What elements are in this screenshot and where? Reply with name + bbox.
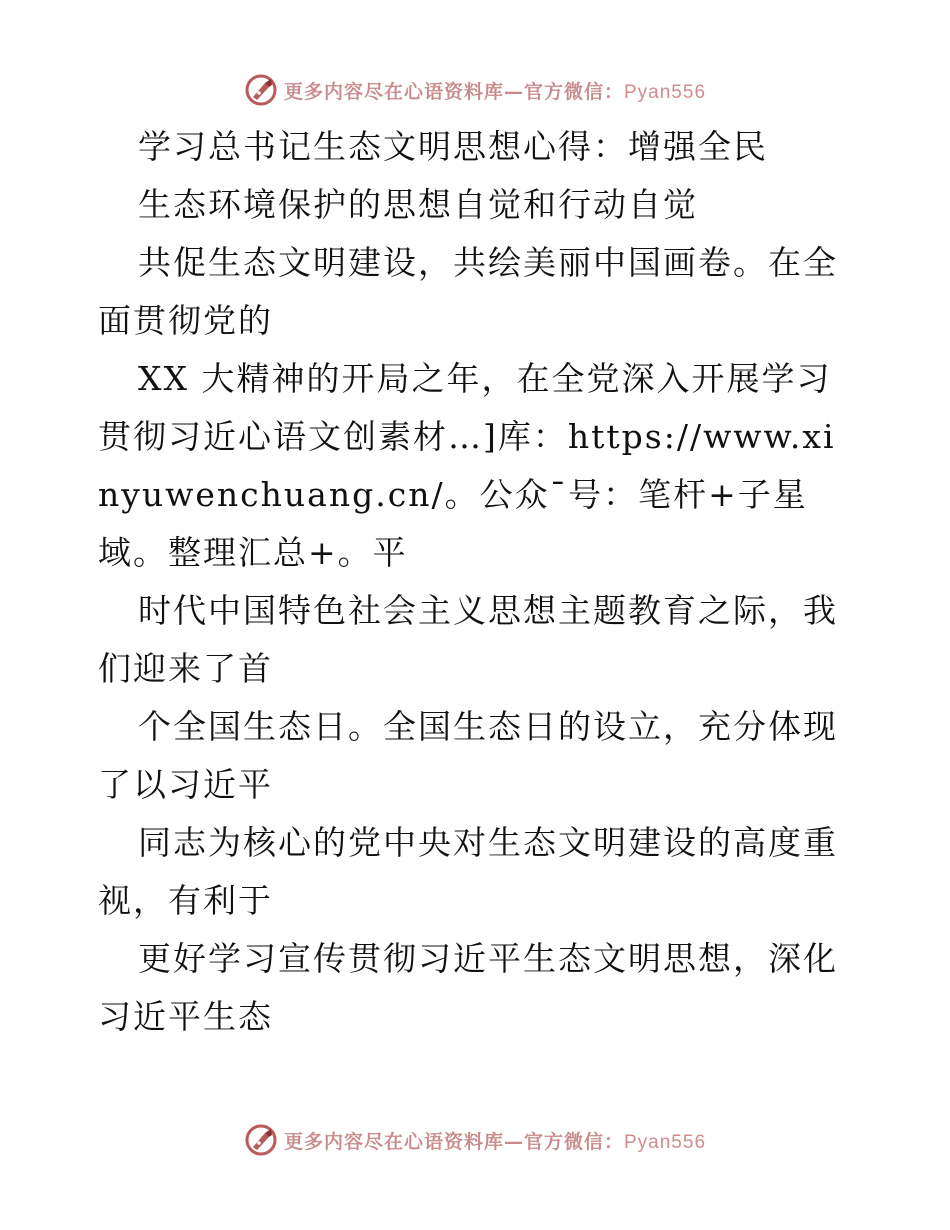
footer-banner-main: 更多内容尽在心语资料库 — [283, 1130, 504, 1153]
pen-nib-logo-icon — [244, 73, 278, 107]
document-paragraph: 个全国生态日。全国生态日的设立，充分体现了以习近平 — [98, 707, 838, 804]
document-paragraph: 共促生态文明建设，共绘美丽中国画卷。在全面贯彻党的 — [98, 243, 838, 340]
document-paragraph: 更好学习宣传贯彻习近平生态文明思想，深化习近平生态 — [98, 939, 838, 1036]
footer-banner-wechat-id: Pyan556 — [624, 1131, 707, 1153]
header-banner-main: 更多内容尽在心语资料库 — [283, 80, 504, 103]
document-body — [98, 118, 858, 1046]
document-paragraph: 同志为核心的党中央对生态文明建设的高度重视，有利于 — [98, 823, 838, 920]
document-title-line-1: 学习总书记生态文明思想心得：增强全民 — [138, 127, 768, 166]
document-title-line-2: 生态环境保护的思想自觉和行动自觉 — [138, 185, 698, 224]
header-banner-text — [284, 77, 706, 104]
footer-banner-wechat-label: 官方微信： — [523, 1130, 624, 1153]
pen-nib-logo-icon — [244, 1123, 278, 1157]
header-banner-wechat-label: 官方微信： — [523, 80, 624, 103]
header-banner-dash: — — [503, 80, 524, 103]
footer-banner-dash: — — [503, 1130, 524, 1153]
footer-banner — [0, 1120, 950, 1160]
header-banner — [0, 70, 950, 110]
document-paragraph: XX 大精神的开局之年，在全党深入开展学习贯彻习近心语文创素材…]库：https://www.xinyuwenchuang.cn/。公众¯号：笔杆+子星域。整理汇总+。平 — [98, 359, 836, 572]
footer-banner-text — [284, 1127, 706, 1154]
header-banner-wechat-id: Pyan556 — [624, 81, 707, 103]
document-paragraph: 时代中国特色社会主义思想主题教育之际，我们迎来了首 — [98, 591, 838, 688]
